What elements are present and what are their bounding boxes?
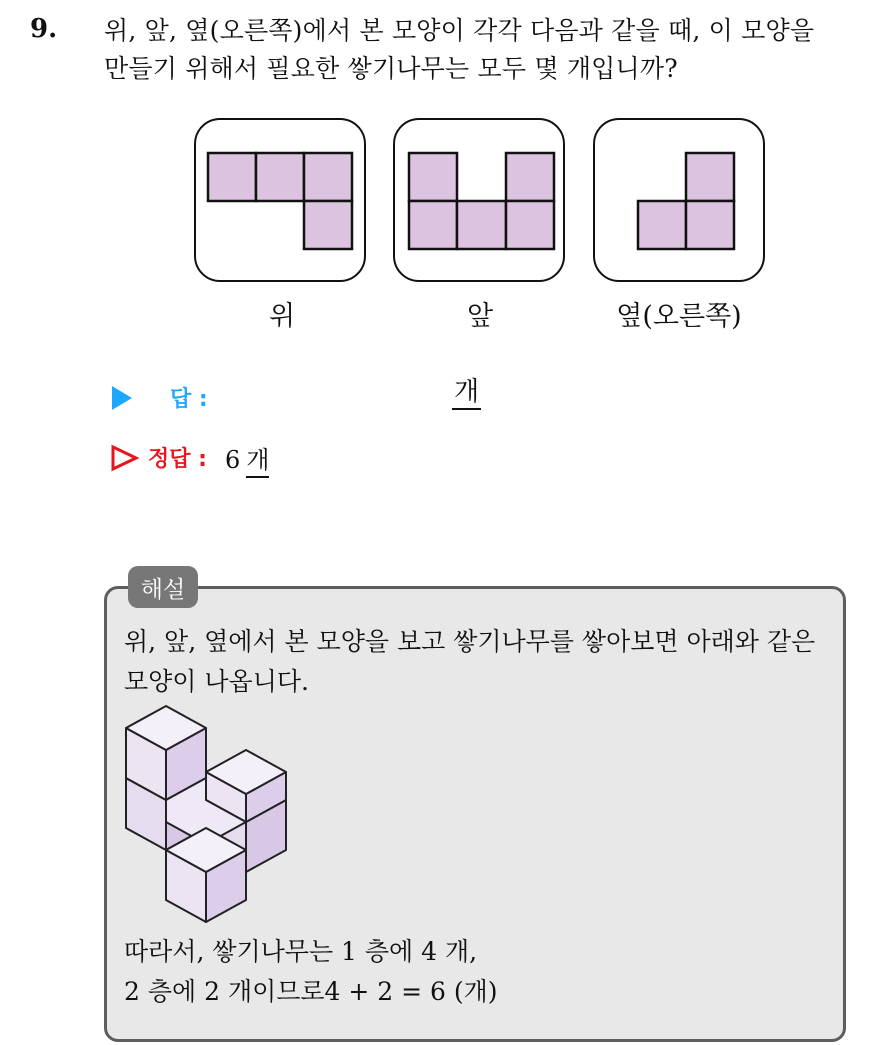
question-line-1: 위, 앞, 옆(오른쪽)에서 본 모양이 각각 다음과 같을 때, 이 모양을: [104, 16, 815, 45]
outline-triangle-icon: [110, 444, 140, 472]
correct-answer-row: [110, 440, 269, 475]
front-view-grid: [395, 120, 567, 284]
stacked-cubes-figure: [118, 700, 298, 925]
correct-answer-unit: 개: [246, 446, 269, 478]
side-view-label: 옆(오른쪽): [616, 301, 742, 332]
explanation-line-2: 모양이 나옵니다.: [124, 667, 309, 696]
correct-answer-value: [225, 440, 269, 475]
explanation-line-1: 위, 앞, 옆에서 본 모양을 보고 쌓기나무를 쌓아보면 아래와 같은: [124, 627, 816, 656]
top-view-grid: [196, 120, 368, 284]
play-triangle-icon: [112, 386, 132, 410]
question-number: 9.: [30, 14, 58, 44]
top-view-label: 위: [268, 301, 296, 332]
answer-label: 답 :: [170, 387, 208, 412]
top-view-figure: [194, 118, 366, 282]
question-text: [104, 12, 874, 88]
front-view-figure: [393, 118, 565, 282]
front-view-label: 앞: [466, 301, 494, 332]
explanation-tag: 해설: [128, 566, 198, 608]
side-view-figure: [593, 118, 765, 282]
explanation-line-3: 따라서, 쌓기나무는 1 층에 4 개,: [124, 937, 478, 966]
explanation-line-4: 2 층에 2 개이므로4 + 2 = 6 (개): [124, 977, 498, 1006]
answer-blank[interactable]: 개: [452, 378, 481, 410]
side-view-grid: [595, 120, 767, 284]
question-line-2: 만들기 위해서 필요한 쌓기나무는 모두 몇 개입니까?: [104, 54, 678, 83]
correct-answer-label: 정답 :: [148, 447, 207, 472]
correct-answer-number: 6: [224, 446, 241, 474]
answer-row: [112, 382, 208, 413]
